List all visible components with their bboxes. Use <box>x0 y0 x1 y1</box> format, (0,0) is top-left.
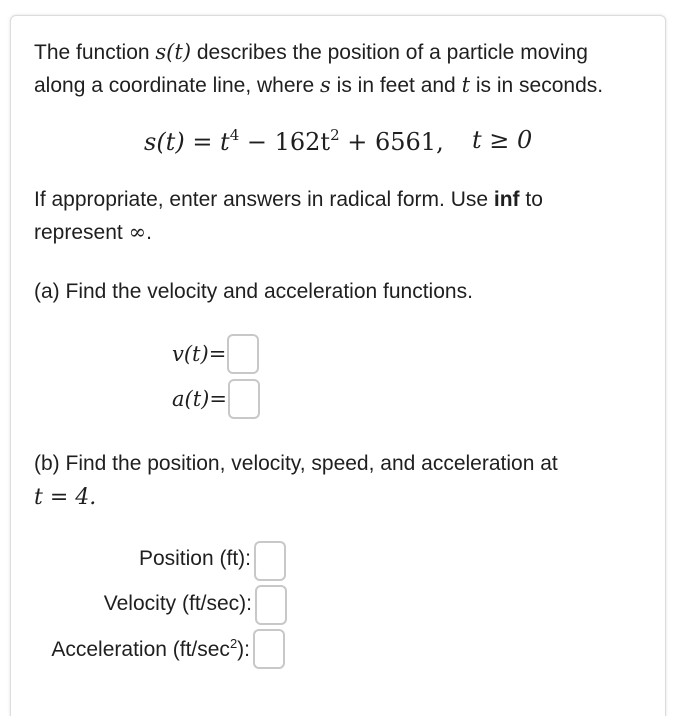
position-input[interactable] <box>254 541 286 581</box>
position-label: Position (ft): <box>138 547 251 570</box>
velocity-function-input[interactable] <box>227 334 259 374</box>
velocity-input[interactable] <box>255 585 287 625</box>
velocity-function-row <box>172 334 259 374</box>
acceleration-function-label: a(t)= <box>172 387 227 411</box>
part-b-prompt-line-1: (b) Find the position, velocity, speed, and acceleration at <box>34 452 558 475</box>
position-formula: $s(t) = t^4 - 162t^2 + 6561$, <box>144 126 444 156</box>
velocity-function-label: v(t)= <box>172 342 227 366</box>
acceleration-function-input[interactable] <box>228 379 260 419</box>
part-b-prompt-line-2: t = 4. <box>34 485 97 510</box>
infinity-symbol: ∞ <box>128 220 147 244</box>
function-symbol: s(t) <box>155 40 192 64</box>
time-condition: t ≥ 0 <box>472 126 533 154</box>
intro-line-1: The function s(t) describes the position of a particle moving <box>34 40 588 64</box>
instructions-line-2: represent ∞. <box>34 220 152 244</box>
instructions-line-1: If appropriate, enter answers in radical form. Use inf to <box>34 188 543 211</box>
acceleration-input[interactable] <box>253 629 285 669</box>
part-a-prompt: (a) Find the velocity and acceleration functions. <box>34 280 473 303</box>
velocity-label: Velocity (ft/sec): <box>103 592 252 615</box>
acceleration-label: Acceleration $(ft/\sec^2)$: <box>51 636 250 661</box>
inf-keyword: inf <box>493 188 520 211</box>
acceleration-function-row <box>172 379 260 419</box>
intro-line-2: along a coordinate line, where s is in feet and t is in seconds. <box>34 73 604 97</box>
